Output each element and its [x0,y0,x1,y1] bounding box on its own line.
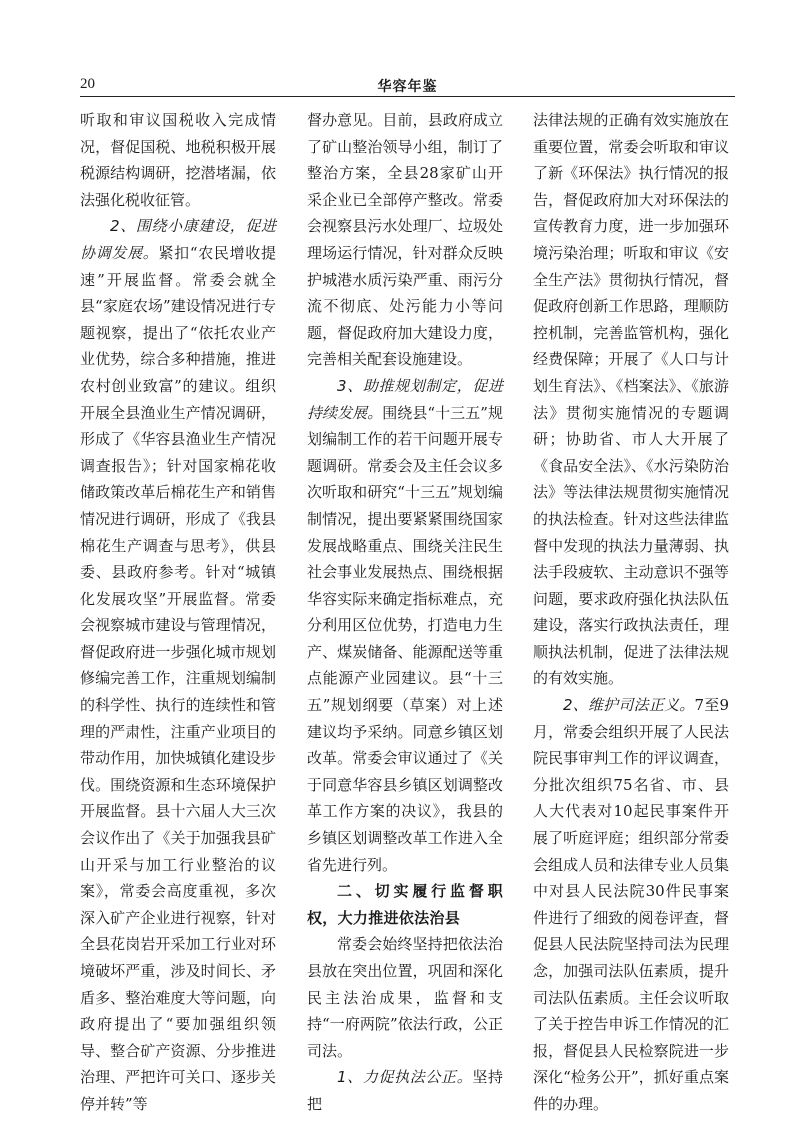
paragraph-continued [307,107,503,373]
header-rule [80,96,735,97]
paragraph [533,692,729,1118]
paragraph-text: 法律法规的正确有效实施放在重要位置，常委会听取和审议了新《环保法》执行情况的报告，督促政府加大对环保法的宣传教育力度，进一步加强环境污染治理；听取和审议《安全生产法》贯彻执行情况，督促政府创新工作思路，理顺防控机制，完善监管机构，强化经费保障；开展了《人口与计划生育法》、《档案法》、《旅游法》贯彻实施情况的专题调研；协助省、市人大开展了《食品安全法》、《水污染防治法》等法律法规贯彻实施情况的执法检查。针对这些法律监督中发现的执法力量薄弱、执法手段疲软、主动意识不强等问题，要求政府强化执法队伍建设，落实行政执法责任，理顺执法机制，促进了法律法规的有效实施。 [533,111,729,688]
paragraph-text: 紧扣“农民增收提速”开展监督。常委会就全县“家庭农场”建设情况进行专题视察，提出了“依托农业产业优势，综合多种措施，推进农村创业致富”的建议。组织开展全县渔业生产情况调研，形成了《华容县渔业生产情况调查报告》；针对国家棉花收储政策改革后棉花生产和销售情况进行调研，形成了《我县棉花生产调查与思考》，供县委、县政府参考。针对“城镇化发展攻坚”开展监督。常委会视察城市建设与管理情况，督促政府进一步强化城市规划修编完善工作，注重规划编制的科学性、执行的连续性和管理的严肃性，注重产业项目的带动作用，加快城镇化建设步伐。围绕资源和生态环境保护开展监督。县十六届人大三次会议作出了《关于加强我县矿山开采与加工行业整治的议案》，常委会高度重视，多次深入矿产企业进行视察，针对全县花岗岩开采加工行业对环境破坏严重，涉及时间长、矛盾多、整治难度大等问题，向政府提出了“要加强组织领导、整合矿产资源、分步推进治理、严把许可关口、逐步关停并转”等 [80,243,276,1113]
paragraph-continued [533,107,729,692]
paragraph-text: 常委会始终坚持把依法治县放在突出位置，巩固和深化民主法治成果，监督和支持“一府两院”依法行政，公正司法。 [307,935,503,1060]
page-number: 20 [80,76,95,92]
page-header [80,76,735,96]
text-column-2 [307,107,503,1118]
paragraph [80,213,276,1117]
paragraph-lead: 2、维护司法正义。 [563,696,695,715]
paragraph-text: 围绕县“十三五”规划编制工作的若干问题开展专题调研。常委会及主任会议多次听取和研究“十三五”规划编制情况，提出要紧紧围绕国家发展战略重点、围绕关注民生社会事业发展热点、围绕根据华容实际来确定指标难点，充分利用区位优势，打造电力生产、煤炭储备、能源配送等重点能源产业园建议。县“十三五”规划纲要（草案）对上述建议均予采纳。同意乡镇区划改革。常委会审议通过了《关于同意华容县乡镇区划调整改革工作方案的决议》，我县的乡镇区划调整改革工作进入全省先进行列。 [307,403,503,874]
paragraph-lead: 1、力促执法公正。 [337,1068,473,1087]
paragraph-lead: 2、围绕小康建设，促进协调发展。 [80,217,276,262]
paragraph [307,931,503,1064]
running-title: 华容年鉴 [377,79,438,95]
paragraph-text: 坚持把 [307,1068,503,1113]
text-column-1 [80,107,276,1118]
paragraph-text: 听取和审议国税收入完成情况，督促国税、地税积极开展税源结构调研，挖潜堵漏，依法强化税收征管。 [80,111,276,209]
paragraph-continued [80,107,276,213]
section-heading: 二、切实履行监督职权，大力推进依法治县 [307,882,503,927]
paragraph [307,1064,503,1117]
paragraph-text: 7至9月，常委会组织开展了人民法院民事审判工作的评议调查，分批次组织75名省、市、县人大代表对10起民事案件开展了听庭评庭；组织部分常委会组成人员和法律专业人员集中对县人民法院30件民事案件进行了细致的阅卷评查，督促县人民法院坚持司法为民理念，加强司法队伍素质，提升司法队伍素质。主任会议听取了关于控告申诉工作情况的汇报，督促县人民检察院进一步深化“检务公开”，抓好重点案件的办理。 [533,696,730,1113]
text-column-3 [533,107,729,1118]
paragraph-lead: 3、助推规划制定，促进持续发展。 [307,376,503,422]
paragraph [307,373,503,878]
paragraph-text: 督办意见。目前，县政府成立了矿山整治领导小组，制订了整治方案，全县28家矿山开采企业已全部停产整改。常委会视察县污水处理厂、垃圾处理场运行情况，针对群众反映护城港水质污染严重、雨污分流不彻底、处污能力小等问题，督促政府加大建设力度，完善相关配套设施建设。 [307,111,503,369]
